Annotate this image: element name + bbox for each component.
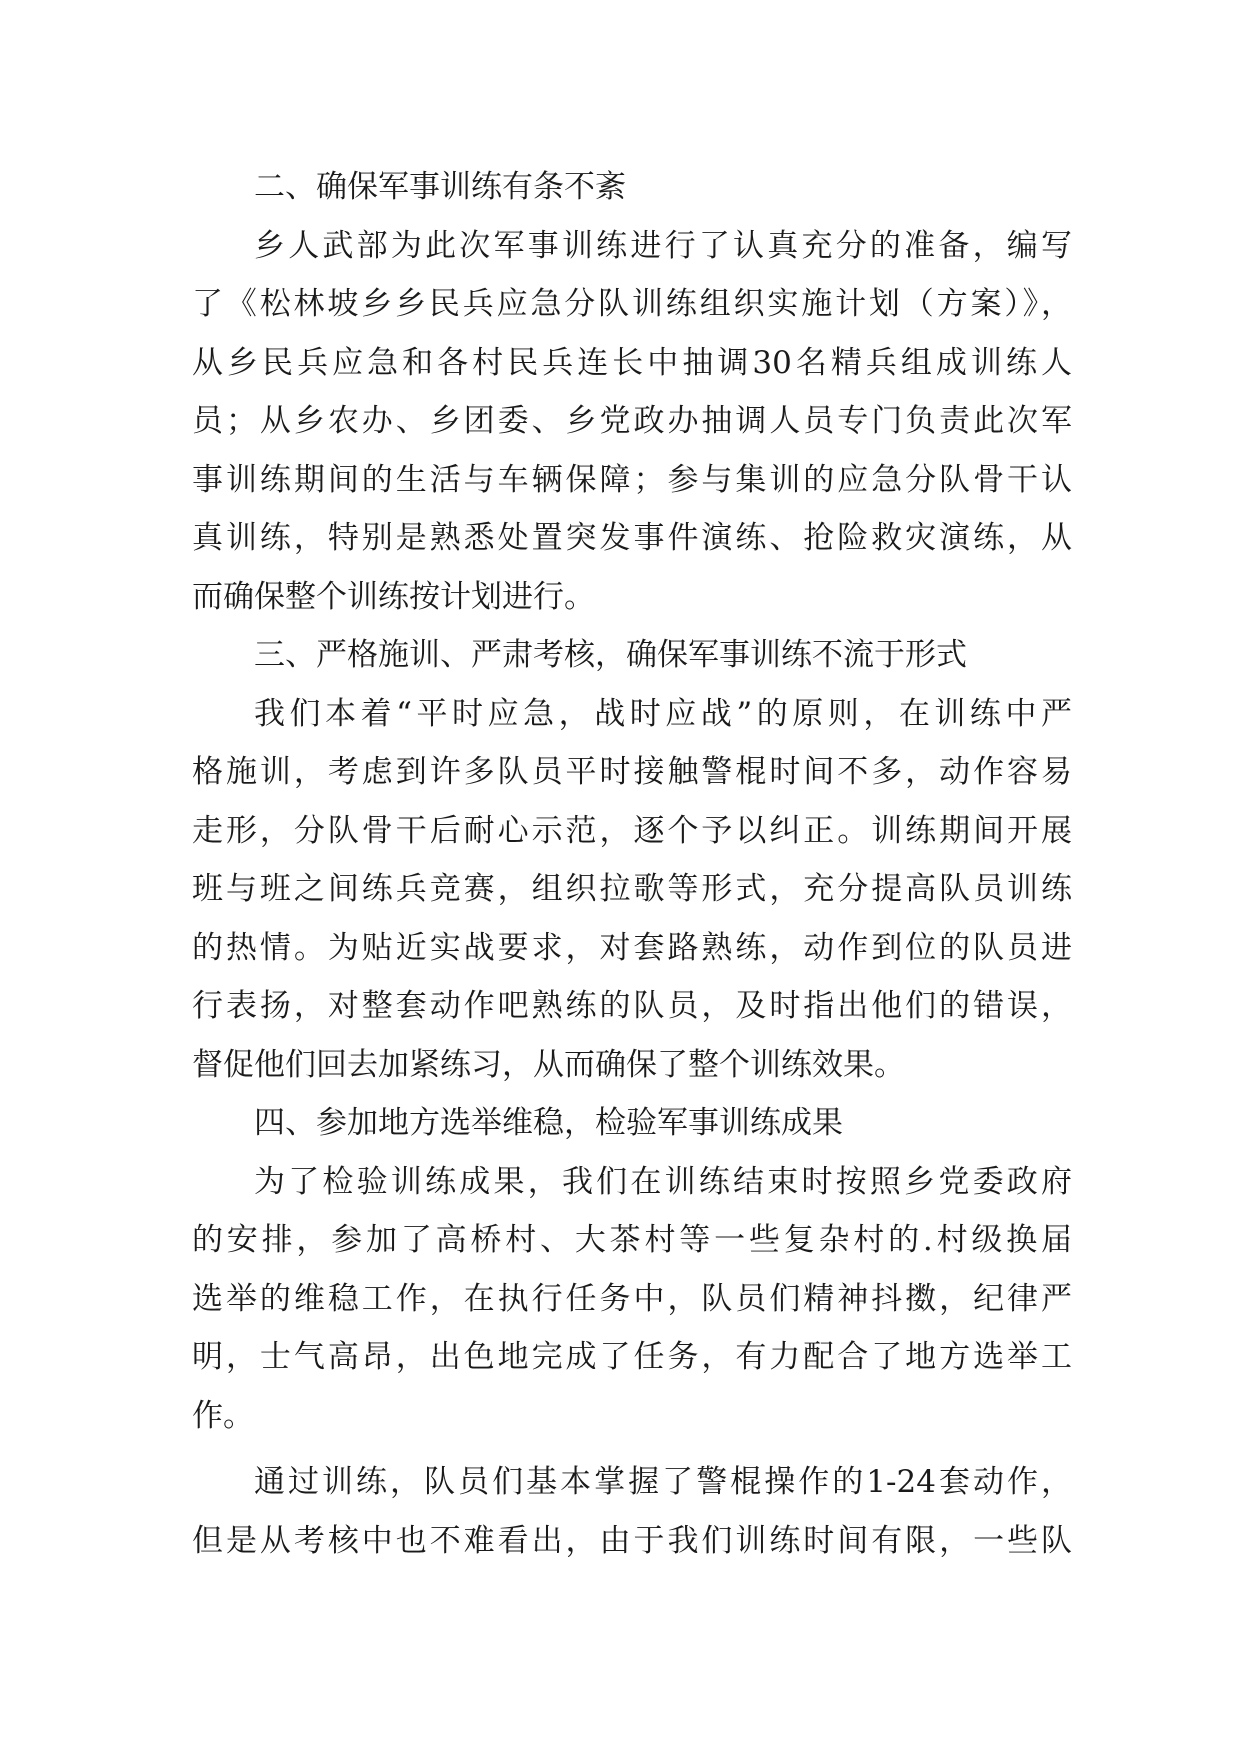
paragraph-line: 事训练期间的生活与车辆保障；参与集训的应急分队骨干认: [192, 461, 1072, 498]
paragraph-line: 了《松林坡乡乡民兵应急分队训练组织实施计划（方案）》，: [192, 286, 1072, 322]
paragraph-line: 而确保整个训练按计划进行。: [192, 578, 595, 615]
paragraph-line: 督促他们回去加紧练习，从而确保了整个训练效果。: [192, 1046, 905, 1083]
paragraph-line: 的热情。为贴近实战要求，对套路熟练，动作到位的队员进: [192, 929, 1072, 966]
section-heading-3: 三、严格施训、严肃考核，确保军事训练不流于形式: [254, 637, 967, 673]
paragraph-line: 明，士气高昂，出色地完成了任务，有力配合了地方选举工: [192, 1339, 1072, 1375]
paragraph-line: 我们本着“平时应急，战时应战”的原则，在训练中严: [254, 695, 1072, 732]
paragraph-line: 格施训，考虑到许多队员平时接触警棍时间不多，动作容易: [192, 754, 1072, 790]
paragraph-line: 选举的维稳工作，在执行任务中，队员们精神抖擞，纪律严: [192, 1280, 1072, 1317]
section-heading-2: 二、确保军事训练有条不紊: [254, 169, 626, 205]
paragraph-line: 乡人武部为此次军事训练进行了认真充分的准备，编写: [254, 227, 1072, 264]
paragraph-line: 员；从乡农办、乡团委、乡党政办抽调人员专门负责此次军: [192, 403, 1072, 439]
paragraph-line: 走形，分队骨干后耐心示范，逐个予以纠正。训练期间开展: [192, 812, 1072, 849]
paragraph-line: 真训练，特别是熟悉处置突发事件演练、抢险救灾演练，从: [192, 520, 1072, 556]
paragraph-line: 从乡民兵应急和各村民兵连长中抽调30名精兵组成训练人: [192, 344, 1072, 381]
paragraph-line: 的安排，参加了高桥村、大茶村等一些复杂村的.村级换届: [192, 1222, 1072, 1258]
document-body: [192, 158, 1072, 1570]
paragraph-line: 班与班之间练兵竞赛，组织拉歌等形式，充分提高队员训练: [192, 871, 1072, 907]
paragraph-line: 但是从考核中也不难看出，由于我们训练时间有限，一些队: [192, 1522, 1072, 1559]
section-heading-4: 四、参加地方选举维稳，检验军事训练成果: [254, 1105, 843, 1141]
paragraph-line: 行表扬，对整套动作吧熟练的队员，及时指出他们的错误，: [192, 988, 1072, 1024]
paragraph-line: 为了检验训练成果，我们在训练结束时按照乡党委政府: [254, 1163, 1072, 1200]
paragraph-line: 作。: [192, 1397, 254, 1434]
paragraph-line: 通过训练，队员们基本掌握了警棍操作的1-24套动作，: [254, 1464, 1072, 1500]
